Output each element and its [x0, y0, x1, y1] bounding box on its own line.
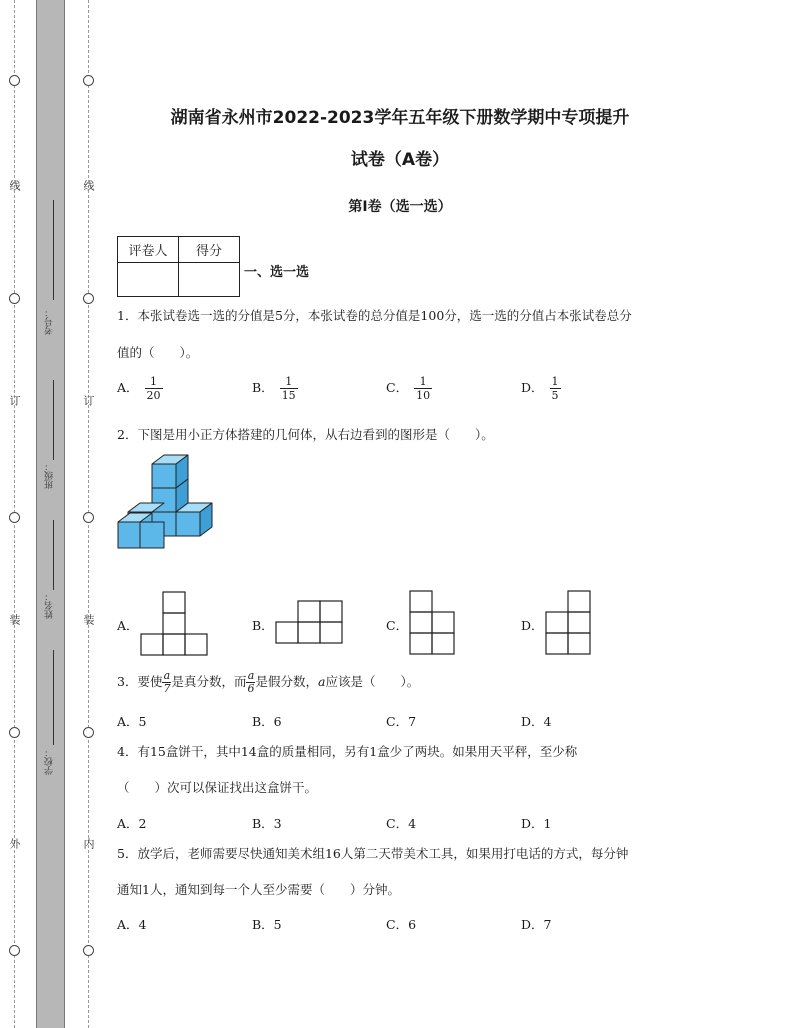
- q1-option-c[interactable]: [386, 375, 432, 402]
- option-fraction: $\frac{1}{20}$: [146, 375, 161, 402]
- q3-option-c[interactable]: C．7: [386, 714, 417, 729]
- option-label: B．: [252, 380, 274, 395]
- q4-text-line2: （ ）次可以保证找出这盒饼干。: [117, 780, 318, 795]
- binding-hole: [9, 293, 20, 304]
- q1-text-line1: 1．本张试卷选一选的分值是5分，本张试卷的总分值是100分，选一选的分值占本张试卷总分: [117, 308, 632, 323]
- score-header: 得分: [179, 237, 240, 263]
- q1-option-b[interactable]: [252, 375, 298, 402]
- school-line[interactable]: [53, 650, 54, 745]
- binding-hole: [83, 945, 94, 956]
- q2-option-d[interactable]: [545, 590, 593, 656]
- q5-text-line2: 通知1人，通知到每一个人至少需要（ ）分钟。: [117, 882, 400, 897]
- q2-text: 2．下图是用小正方体搭建的几何体，从右边看到的图形是（ ）。: [117, 427, 494, 442]
- q2-option-c[interactable]: [409, 590, 457, 656]
- margin-label-ding: 订: [82, 395, 95, 406]
- cube-stack-figure: [116, 452, 216, 552]
- margin-label-zhuang: 装: [8, 614, 21, 625]
- binding-hole: [83, 293, 94, 304]
- q4-option-b[interactable]: B．3: [252, 816, 282, 831]
- q5-option-d[interactable]: D．7: [521, 917, 552, 932]
- binding-band: [36, 0, 65, 1028]
- margin-label-xian: 线: [82, 180, 95, 191]
- q1-text-line2: 值的（ ）。: [117, 345, 199, 360]
- option-label: D．: [521, 380, 544, 395]
- margin-label-xian: 线: [8, 180, 21, 191]
- binding-hole: [9, 512, 20, 523]
- school-label: 学校：: [45, 748, 55, 775]
- margin-label-nei: 内: [82, 838, 95, 849]
- q5-option-a[interactable]: A．4: [117, 917, 147, 932]
- q2-option-d-label: D．: [521, 618, 544, 633]
- option-fraction: $\frac{1}{15}$: [281, 375, 296, 402]
- q2-option-c-label: C．: [386, 618, 409, 633]
- class-line[interactable]: [53, 380, 54, 460]
- grader-cell[interactable]: [118, 263, 179, 297]
- q4-text-line1: 4．有15盒饼干，其中14盒的质量相同，另有1盒少了两块。如果用天平秤，至少称: [117, 744, 578, 759]
- option-fraction: $\frac{1}{5}$: [551, 375, 559, 402]
- q2-option-b-label: B．: [252, 618, 274, 633]
- binding-hole: [9, 75, 20, 86]
- binding-hole: [9, 727, 20, 738]
- option-label: C．: [386, 380, 409, 395]
- q3-option-a[interactable]: A．5: [117, 714, 147, 729]
- score-table: [117, 236, 240, 297]
- q3-fraction-a-over-6: $\frac{a}{6}$: [247, 669, 255, 695]
- margin-label-zhuang: 装: [82, 614, 95, 625]
- q5-text-line1: 5．放学后，老师需要尽快通知美术组16人第二天带美术工具，如果用打电话的方式，每分钟: [117, 846, 629, 861]
- exam-number-line[interactable]: [53, 200, 54, 300]
- q2-option-b[interactable]: [275, 600, 345, 646]
- binding-hole: [83, 727, 94, 738]
- q3-text: 3．要使 $\frac{a}{7}$ 是真分数，而 $\frac{a}{6}$ 是假分数，a应该是（ ）。: [117, 669, 420, 695]
- exam-number-label: 考号：: [45, 308, 55, 335]
- q4-option-d[interactable]: D．1: [521, 816, 552, 831]
- grader-header: 评卷人: [118, 237, 179, 263]
- q3-fraction-a-over-7: $\frac{a}{7}$: [163, 669, 171, 695]
- option-label: A．: [117, 380, 139, 395]
- name-label: 姓名：: [45, 592, 55, 619]
- section-title: 一、选一选: [244, 265, 310, 280]
- option-fraction: $\frac{1}{10}$: [416, 375, 431, 402]
- binding-hole: [9, 945, 20, 956]
- exam-title-line2: 试卷（A卷）: [350, 150, 450, 170]
- binding-hole: [83, 75, 94, 86]
- q2-option-a-label: A．: [117, 618, 139, 633]
- score-cell[interactable]: [179, 263, 240, 297]
- q3-option-d[interactable]: D．4: [521, 714, 552, 729]
- q2-option-a[interactable]: [140, 590, 210, 656]
- q4-option-a[interactable]: A．2: [117, 816, 147, 831]
- exam-title-line1: 湖南省永州市2022-2023学年五年级下册数学期中专项提升: [170, 108, 630, 128]
- q4-option-c[interactable]: C．4: [386, 816, 417, 831]
- volume-heading: 第I卷（选一选）: [348, 199, 452, 215]
- binding-hole: [83, 512, 94, 523]
- class-label: 班级：: [45, 462, 55, 489]
- margin-label-wai: 外: [8, 838, 21, 849]
- q1-option-d[interactable]: [521, 375, 561, 402]
- q3-option-b[interactable]: B．6: [252, 714, 282, 729]
- q1-option-a[interactable]: [117, 375, 163, 402]
- q5-option-b[interactable]: B．5: [252, 917, 282, 932]
- name-line[interactable]: [53, 520, 54, 590]
- margin-label-ding: 订: [8, 395, 21, 406]
- q5-option-c[interactable]: C．6: [386, 917, 417, 932]
